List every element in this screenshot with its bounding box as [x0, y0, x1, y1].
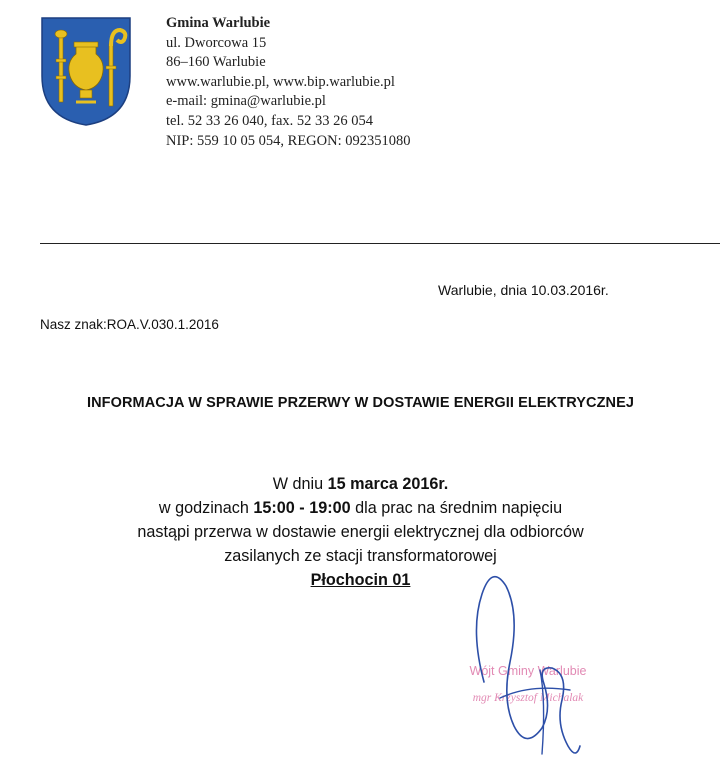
notice-hours-prefix: w godzinach: [158, 499, 254, 517]
notice-line-outage: nastąpi przerwa w dostawie energii elektrycznej dla odbiorców: [137, 523, 584, 541]
tax-ids: NIP: 559 10 05 054, REGON: 092351080: [166, 132, 411, 149]
notice-date: 15 marca 2016r.: [327, 475, 449, 493]
phone-fax: tel. 52 33 26 040, fax. 52 33 26 054: [166, 112, 374, 129]
org-name: Gmina Warlubie: [166, 15, 271, 31]
notice-line-date: [0, 472, 721, 496]
reference-number: Nasz znak:ROA.V.030.1.2016: [40, 317, 219, 332]
websites: www.warlubie.pl, www.bip.warlubie.pl: [166, 73, 395, 90]
header-divider: [40, 243, 720, 244]
station-name: Płochocin 01: [310, 571, 411, 589]
place-date: Warlubie, dnia 10.03.2016r.: [438, 282, 609, 298]
postal-address: 86–160 Warlubie: [166, 54, 266, 71]
notice-hours: 15:00 - 19:00: [253, 499, 351, 517]
handwritten-signature-icon: [440, 550, 620, 768]
notice-hours-suffix: dla prac na średnim napięciu: [350, 499, 563, 517]
notice-date-prefix: W dniu: [272, 475, 328, 493]
street-address: ul. Dworcowa 15: [166, 34, 267, 51]
document-title: INFORMACJA W SPRAWIE PRZERWY W DOSTAWIE ENERGII ELEKTRYCZNEJ: [86, 395, 635, 411]
stamp-name: mgr Krzysztof Michalak: [472, 692, 584, 704]
notice-line-hours: [0, 496, 721, 520]
letterhead: [166, 14, 411, 151]
coat-of-arms-icon: [38, 14, 134, 128]
notice-line-station-intro: zasilanych ze stacji transformatorowej: [224, 547, 497, 565]
email: e-mail: gmina@warlubie.pl: [166, 93, 326, 110]
stamp-title: Wójt Gminy Warlubie: [469, 664, 587, 678]
